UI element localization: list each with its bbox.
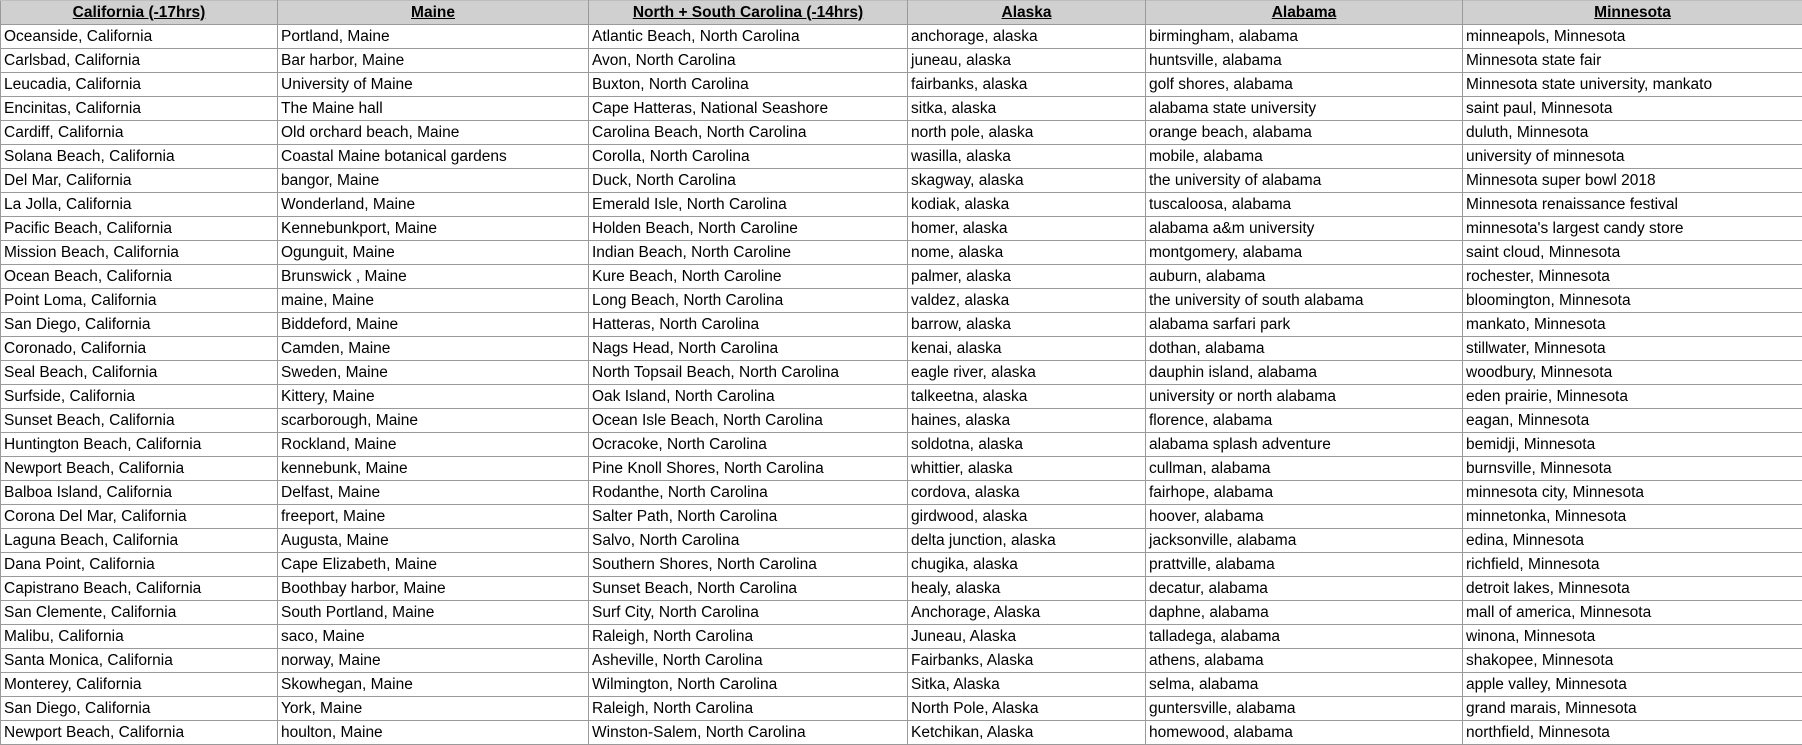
table-row bbox=[1, 505, 1802, 529]
cell-alabama[interactable]: alabama a&m university bbox=[1146, 217, 1463, 241]
column-header-alabama[interactable]: Alabama bbox=[1146, 1, 1463, 25]
cell-alaska[interactable]: wasilla, alaska bbox=[908, 145, 1146, 169]
cell-california[interactable]: Laguna Beach, California bbox=[1, 529, 278, 553]
cell-maine[interactable]: Coastal Maine botanical gardens bbox=[278, 145, 589, 169]
cell-minnesota[interactable]: bemidji, Minnesota bbox=[1463, 433, 1802, 457]
cell-minnesota[interactable]: bloomington, Minnesota bbox=[1463, 289, 1802, 313]
cell-minnesota[interactable]: eagan, Minnesota bbox=[1463, 409, 1802, 433]
cell-carolina[interactable]: Oak Island, North Carolina bbox=[589, 385, 908, 409]
cell-alabama[interactable]: dauphin island, alabama bbox=[1146, 361, 1463, 385]
cell-alaska[interactable]: Juneau, Alaska bbox=[908, 625, 1146, 649]
table-row bbox=[1, 169, 1802, 193]
cell-california[interactable]: Huntington Beach, California bbox=[1, 433, 278, 457]
cell-carolina[interactable]: Wilmington, North Carolina bbox=[589, 673, 908, 697]
cell-california[interactable]: Leucadia, California bbox=[1, 73, 278, 97]
cell-maine[interactable]: norway, Maine bbox=[278, 649, 589, 673]
cell-carolina[interactable]: Ocean Isle Beach, North Carolina bbox=[589, 409, 908, 433]
cell-alaska[interactable]: North Pole, Alaska bbox=[908, 697, 1146, 721]
cell-alaska[interactable]: eagle river, alaska bbox=[908, 361, 1146, 385]
cell-alaska[interactable]: soldotna, alaska bbox=[908, 433, 1146, 457]
cell-carolina[interactable]: Emerald Isle, North Carolina bbox=[589, 193, 908, 217]
cell-alaska[interactable]: chugika, alaska bbox=[908, 553, 1146, 577]
cell-alabama[interactable]: birmingham, alabama bbox=[1146, 25, 1463, 49]
cell-minnesota[interactable]: apple valley, Minnesota bbox=[1463, 673, 1802, 697]
cell-california[interactable]: Newport Beach, California bbox=[1, 457, 278, 481]
cell-alabama[interactable]: huntsville, alabama bbox=[1146, 49, 1463, 73]
table-row bbox=[1, 97, 1802, 121]
cell-maine[interactable]: Kennebunkport, Maine bbox=[278, 217, 589, 241]
cell-california[interactable]: Corona Del Mar, California bbox=[1, 505, 278, 529]
cell-carolina[interactable]: Rodanthe, North Carolina bbox=[589, 481, 908, 505]
cell-california[interactable]: San Clemente, California bbox=[1, 601, 278, 625]
cell-california[interactable]: Ocean Beach, California bbox=[1, 265, 278, 289]
cell-alaska[interactable]: anchorage, alaska bbox=[908, 25, 1146, 49]
cell-alaska[interactable]: homer, alaska bbox=[908, 217, 1146, 241]
cell-maine[interactable]: freeport, Maine bbox=[278, 505, 589, 529]
cell-alaska[interactable]: kenai, alaska bbox=[908, 337, 1146, 361]
table-row bbox=[1, 649, 1802, 673]
cell-alabama[interactable]: montgomery, alabama bbox=[1146, 241, 1463, 265]
table-row bbox=[1, 553, 1802, 577]
table-row bbox=[1, 121, 1802, 145]
cell-minnesota[interactable]: Minnesota renaissance festival bbox=[1463, 193, 1802, 217]
cell-california[interactable]: Pacific Beach, California bbox=[1, 217, 278, 241]
cell-alaska[interactable]: whittier, alaska bbox=[908, 457, 1146, 481]
cell-alabama[interactable]: alabama sarfari park bbox=[1146, 313, 1463, 337]
table-row bbox=[1, 313, 1802, 337]
cell-california[interactable]: Monterey, California bbox=[1, 673, 278, 697]
column-header-carolina[interactable]: North + South Carolina (-14hrs) bbox=[589, 1, 908, 25]
cell-alaska[interactable]: Fairbanks, Alaska bbox=[908, 649, 1146, 673]
cell-alaska[interactable]: Sitka, Alaska bbox=[908, 673, 1146, 697]
cell-maine[interactable]: saco, Maine bbox=[278, 625, 589, 649]
cell-maine[interactable]: Old orchard beach, Maine bbox=[278, 121, 589, 145]
cell-california[interactable]: Capistrano Beach, California bbox=[1, 577, 278, 601]
cell-carolina[interactable]: Winston-Salem, North Carolina bbox=[589, 721, 908, 745]
cell-alaska[interactable]: Ketchikan, Alaska bbox=[908, 721, 1146, 745]
cell-california[interactable]: Surfside, California bbox=[1, 385, 278, 409]
table-row bbox=[1, 601, 1802, 625]
cell-california[interactable]: San Diego, California bbox=[1, 697, 278, 721]
cell-minnesota[interactable]: shakopee, Minnesota bbox=[1463, 649, 1802, 673]
cell-alaska[interactable]: Anchorage, Alaska bbox=[908, 601, 1146, 625]
table-row bbox=[1, 337, 1802, 361]
column-header-minnesota[interactable]: Minnesota bbox=[1463, 1, 1802, 25]
cell-minnesota[interactable]: grand marais, Minnesota bbox=[1463, 697, 1802, 721]
cell-maine[interactable]: Delfast, Maine bbox=[278, 481, 589, 505]
cell-carolina[interactable]: Nags Head, North Carolina bbox=[589, 337, 908, 361]
cell-carolina[interactable]: Surf City, North Carolina bbox=[589, 601, 908, 625]
cell-minnesota[interactable]: Minnesota state university, mankato bbox=[1463, 73, 1802, 97]
cell-maine[interactable]: Ogunguit, Maine bbox=[278, 241, 589, 265]
cell-carolina[interactable]: Southern Shores, North Carolina bbox=[589, 553, 908, 577]
cell-alaska[interactable]: nome, alaska bbox=[908, 241, 1146, 265]
cell-alaska[interactable]: barrow, alaska bbox=[908, 313, 1146, 337]
table-row bbox=[1, 73, 1802, 97]
table-row bbox=[1, 625, 1802, 649]
column-header-california[interactable]: California (-17hrs) bbox=[1, 1, 278, 25]
cell-alaska[interactable]: sitka, alaska bbox=[908, 97, 1146, 121]
cell-alabama[interactable]: guntersville, alabama bbox=[1146, 697, 1463, 721]
cell-carolina[interactable]: Sunset Beach, North Carolina bbox=[589, 577, 908, 601]
table-row bbox=[1, 457, 1802, 481]
table-row bbox=[1, 673, 1802, 697]
header-row bbox=[1, 1, 1802, 25]
cell-minnesota[interactable]: Minnesota state fair bbox=[1463, 49, 1802, 73]
cell-alabama[interactable]: tuscaloosa, alabama bbox=[1146, 193, 1463, 217]
cell-carolina[interactable]: Pine Knoll Shores, North Carolina bbox=[589, 457, 908, 481]
cell-alaska[interactable]: haines, alaska bbox=[908, 409, 1146, 433]
cell-alaska[interactable]: cordova, alaska bbox=[908, 481, 1146, 505]
cell-california[interactable]: La Jolla, California bbox=[1, 193, 278, 217]
cell-carolina[interactable]: Salter Path, North Carolina bbox=[589, 505, 908, 529]
cell-alabama[interactable]: alabama splash adventure bbox=[1146, 433, 1463, 457]
cell-alaska[interactable]: delta junction, alaska bbox=[908, 529, 1146, 553]
table-row bbox=[1, 193, 1802, 217]
cell-carolina[interactable]: Raleigh, North Carolina bbox=[589, 625, 908, 649]
cell-minnesota[interactable]: edina, Minnesota bbox=[1463, 529, 1802, 553]
cell-minnesota[interactable]: woodbury, Minnesota bbox=[1463, 361, 1802, 385]
cell-california[interactable]: Malibu, California bbox=[1, 625, 278, 649]
cell-california[interactable]: Sunset Beach, California bbox=[1, 409, 278, 433]
cell-minnesota[interactable]: minneapols, Minnesota bbox=[1463, 25, 1802, 49]
cell-minnesota[interactable]: rochester, Minnesota bbox=[1463, 265, 1802, 289]
cell-alabama[interactable]: university or north alabama bbox=[1146, 385, 1463, 409]
table-row bbox=[1, 241, 1802, 265]
cell-alabama[interactable]: homewood, alabama bbox=[1146, 721, 1463, 745]
cell-maine[interactable]: Wonderland, Maine bbox=[278, 193, 589, 217]
cell-california[interactable]: Carlsbad, California bbox=[1, 49, 278, 73]
cell-carolina[interactable]: Atlantic Beach, North Carolina bbox=[589, 25, 908, 49]
cell-carolina[interactable]: Buxton, North Carolina bbox=[589, 73, 908, 97]
cell-maine[interactable]: Kittery, Maine bbox=[278, 385, 589, 409]
cell-maine[interactable]: maine, Maine bbox=[278, 289, 589, 313]
table-row bbox=[1, 433, 1802, 457]
cell-california[interactable]: Cardiff, California bbox=[1, 121, 278, 145]
cell-minnesota[interactable]: minnetonka, Minnesota bbox=[1463, 505, 1802, 529]
cell-california[interactable]: Point Loma, California bbox=[1, 289, 278, 313]
cell-minnesota[interactable]: winona, Minnesota bbox=[1463, 625, 1802, 649]
cell-california[interactable]: Mission Beach, California bbox=[1, 241, 278, 265]
cell-maine[interactable]: houlton, Maine bbox=[278, 721, 589, 745]
cell-alabama[interactable]: hoover, alabama bbox=[1146, 505, 1463, 529]
cell-minnesota[interactable]: minnesota's largest candy store bbox=[1463, 217, 1802, 241]
cell-maine[interactable]: bangor, Maine bbox=[278, 169, 589, 193]
cell-minnesota[interactable]: duluth, Minnesota bbox=[1463, 121, 1802, 145]
table-row bbox=[1, 145, 1802, 169]
table-row bbox=[1, 25, 1802, 49]
table-row bbox=[1, 49, 1802, 73]
cell-maine[interactable]: Boothbay harbor, Maine bbox=[278, 577, 589, 601]
table-row bbox=[1, 361, 1802, 385]
cell-minnesota[interactable]: northfield, Minnesota bbox=[1463, 721, 1802, 745]
cell-carolina[interactable]: Hatteras, North Carolina bbox=[589, 313, 908, 337]
cell-carolina[interactable]: Indian Beach, North Caroline bbox=[589, 241, 908, 265]
cell-alabama[interactable]: prattville, alabama bbox=[1146, 553, 1463, 577]
cell-carolina[interactable]: Carolina Beach, North Carolina bbox=[589, 121, 908, 145]
cell-maine[interactable]: Augusta, Maine bbox=[278, 529, 589, 553]
table-row bbox=[1, 529, 1802, 553]
cell-alabama[interactable]: fairhope, alabama bbox=[1146, 481, 1463, 505]
cell-minnesota[interactable]: mall of america, Minnesota bbox=[1463, 601, 1802, 625]
table-row bbox=[1, 217, 1802, 241]
cell-minnesota[interactable]: saint cloud, Minnesota bbox=[1463, 241, 1802, 265]
cell-alaska[interactable]: talkeetna, alaska bbox=[908, 385, 1146, 409]
cell-carolina[interactable]: Salvo, North Carolina bbox=[589, 529, 908, 553]
cell-carolina[interactable]: Holden Beach, North Caroline bbox=[589, 217, 908, 241]
cell-alabama[interactable]: athens, alabama bbox=[1146, 649, 1463, 673]
cell-alabama[interactable]: the university of south alabama bbox=[1146, 289, 1463, 313]
cell-california[interactable]: Newport Beach, California bbox=[1, 721, 278, 745]
cell-california[interactable]: Dana Point, California bbox=[1, 553, 278, 577]
cell-alabama[interactable]: golf shores, alabama bbox=[1146, 73, 1463, 97]
cell-minnesota[interactable]: mankato, Minnesota bbox=[1463, 313, 1802, 337]
cell-carolina[interactable]: Cape Hatteras, National Seashore bbox=[589, 97, 908, 121]
cell-california[interactable]: Solana Beach, California bbox=[1, 145, 278, 169]
table-row bbox=[1, 289, 1802, 313]
cell-maine[interactable]: Biddeford, Maine bbox=[278, 313, 589, 337]
cell-alabama[interactable]: selma, alabama bbox=[1146, 673, 1463, 697]
cell-minnesota[interactable]: eden prairie, Minnesota bbox=[1463, 385, 1802, 409]
table-row bbox=[1, 721, 1802, 745]
cell-carolina[interactable]: Raleigh, North Carolina bbox=[589, 697, 908, 721]
cell-alaska[interactable]: fairbanks, alaska bbox=[908, 73, 1146, 97]
cell-alaska[interactable]: palmer, alaska bbox=[908, 265, 1146, 289]
table-row bbox=[1, 265, 1802, 289]
cell-minnesota[interactable]: Minnesota super bowl 2018 bbox=[1463, 169, 1802, 193]
cell-alabama[interactable]: auburn, alabama bbox=[1146, 265, 1463, 289]
cell-alabama[interactable]: cullman, alabama bbox=[1146, 457, 1463, 481]
cell-carolina[interactable]: Asheville, North Carolina bbox=[589, 649, 908, 673]
cell-alaska[interactable]: healy, alaska bbox=[908, 577, 1146, 601]
cell-maine[interactable]: Bar harbor, Maine bbox=[278, 49, 589, 73]
cell-alaska[interactable]: kodiak, alaska bbox=[908, 193, 1146, 217]
cell-alabama[interactable]: florence, alabama bbox=[1146, 409, 1463, 433]
cell-maine[interactable]: Rockland, Maine bbox=[278, 433, 589, 457]
cell-alaska[interactable]: valdez, alaska bbox=[908, 289, 1146, 313]
table-row bbox=[1, 481, 1802, 505]
cell-california[interactable]: Coronado, California bbox=[1, 337, 278, 361]
cell-alabama[interactable]: mobile, alabama bbox=[1146, 145, 1463, 169]
cell-california[interactable]: Del Mar, California bbox=[1, 169, 278, 193]
cell-maine[interactable]: Camden, Maine bbox=[278, 337, 589, 361]
cell-maine[interactable]: The Maine hall bbox=[278, 97, 589, 121]
cell-maine[interactable]: South Portland, Maine bbox=[278, 601, 589, 625]
cell-maine[interactable]: University of Maine bbox=[278, 73, 589, 97]
cell-alabama[interactable]: the university of alabama bbox=[1146, 169, 1463, 193]
cell-maine[interactable]: Brunswick , Maine bbox=[278, 265, 589, 289]
cell-maine[interactable]: Portland, Maine bbox=[278, 25, 589, 49]
cell-california[interactable]: Balboa Island, California bbox=[1, 481, 278, 505]
cell-minnesota[interactable]: saint paul, Minnesota bbox=[1463, 97, 1802, 121]
cell-minnesota[interactable]: stillwater, Minnesota bbox=[1463, 337, 1802, 361]
cell-alabama[interactable]: decatur, alabama bbox=[1146, 577, 1463, 601]
cell-alabama[interactable]: jacksonville, alabama bbox=[1146, 529, 1463, 553]
cell-carolina[interactable]: Long Beach, North Carolina bbox=[589, 289, 908, 313]
cell-minnesota[interactable]: detroit lakes, Minnesota bbox=[1463, 577, 1802, 601]
table-row bbox=[1, 697, 1802, 721]
cell-alabama[interactable]: daphne, alabama bbox=[1146, 601, 1463, 625]
table-row bbox=[1, 409, 1802, 433]
cell-maine[interactable]: scarborough, Maine bbox=[278, 409, 589, 433]
cell-california[interactable]: Seal Beach, California bbox=[1, 361, 278, 385]
cell-california[interactable]: Oceanside, California bbox=[1, 25, 278, 49]
cell-maine[interactable]: Skowhegan, Maine bbox=[278, 673, 589, 697]
cell-carolina[interactable]: Corolla, North Carolina bbox=[589, 145, 908, 169]
cell-carolina[interactable]: Kure Beach, North Caroline bbox=[589, 265, 908, 289]
cell-california[interactable]: San Diego, California bbox=[1, 313, 278, 337]
cell-maine[interactable]: kennebunk, Maine bbox=[278, 457, 589, 481]
cell-minnesota[interactable]: minnesota city, Minnesota bbox=[1463, 481, 1802, 505]
cell-alaska[interactable]: skagway, alaska bbox=[908, 169, 1146, 193]
table-row bbox=[1, 385, 1802, 409]
cell-carolina[interactable]: Ocracoke, North Carolina bbox=[589, 433, 908, 457]
cell-alabama[interactable]: dothan, alabama bbox=[1146, 337, 1463, 361]
cell-alaska[interactable]: juneau, alaska bbox=[908, 49, 1146, 73]
cell-maine[interactable]: York, Maine bbox=[278, 697, 589, 721]
table-row bbox=[1, 577, 1802, 601]
cell-carolina[interactable]: Avon, North Carolina bbox=[589, 49, 908, 73]
cell-minnesota[interactable]: richfield, Minnesota bbox=[1463, 553, 1802, 577]
cell-maine[interactable]: Cape Elizabeth, Maine bbox=[278, 553, 589, 577]
cell-alabama[interactable]: orange beach, alabama bbox=[1146, 121, 1463, 145]
cell-minnesota[interactable]: burnsville, Minnesota bbox=[1463, 457, 1802, 481]
cell-alaska[interactable]: north pole, alaska bbox=[908, 121, 1146, 145]
cell-carolina[interactable]: North Topsail Beach, North Carolina bbox=[589, 361, 908, 385]
cell-california[interactable]: Santa Monica, California bbox=[1, 649, 278, 673]
cell-alaska[interactable]: girdwood, alaska bbox=[908, 505, 1146, 529]
column-header-alaska[interactable]: Alaska bbox=[908, 1, 1146, 25]
cell-alabama[interactable]: alabama state university bbox=[1146, 97, 1463, 121]
cell-maine[interactable]: Sweden, Maine bbox=[278, 361, 589, 385]
column-header-maine[interactable]: Maine bbox=[278, 1, 589, 25]
cell-carolina[interactable]: Duck, North Carolina bbox=[589, 169, 908, 193]
cell-california[interactable]: Encinitas, California bbox=[1, 97, 278, 121]
cell-alabama[interactable]: talladega, alabama bbox=[1146, 625, 1463, 649]
cell-minnesota[interactable]: university of minnesota bbox=[1463, 145, 1802, 169]
table-body bbox=[1, 25, 1802, 745]
